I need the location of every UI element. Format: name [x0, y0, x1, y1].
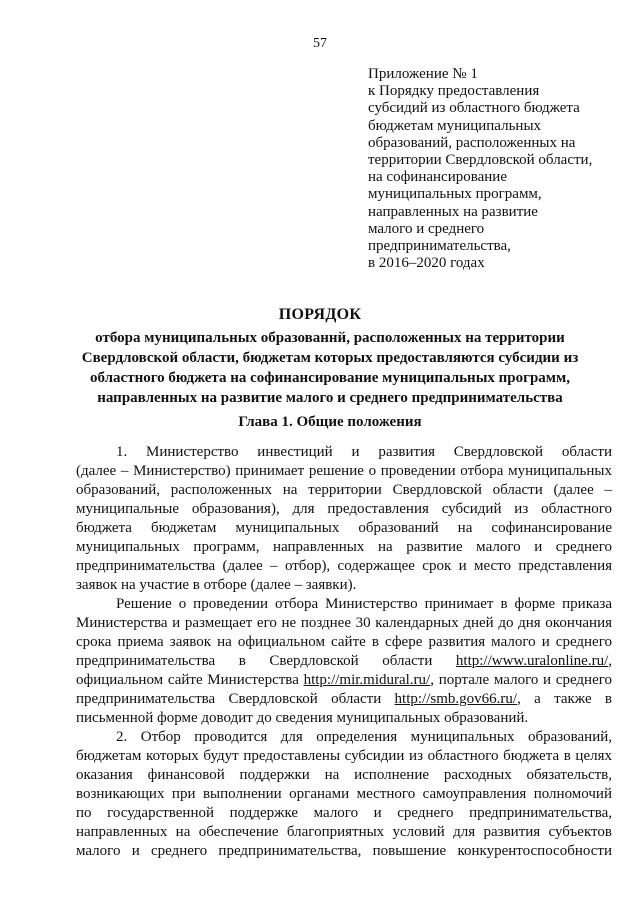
- appendix-line: территории Свердловской области,: [368, 152, 593, 169]
- appendix-header: [368, 66, 628, 272]
- document-body: [76, 443, 612, 861]
- paragraph-2-line: срока приема заявок на официальном сайте в сфере развития малого и среднего: [76, 634, 612, 650]
- mir-midural-link[interactable]: http://mir.midural.ru/: [303, 672, 431, 688]
- paragraph-3-line: возникающих при выполнении органами местного самоуправления полномочий: [76, 786, 612, 802]
- paragraph-3-line: оказания финансовой поддержки на исполнение расходных обязательств,: [76, 767, 612, 783]
- paragraph-3-line: по государственной поддержке малого и среднего предпринимательства,: [76, 805, 612, 821]
- appendix-line: в 2016–2020 годах: [368, 255, 485, 272]
- paragraph-2-line: Решение о проведении отбора Министерство принимает в форме приказа: [116, 596, 612, 612]
- uralonline-link[interactable]: http://www.uralonline.ru/: [455, 653, 609, 669]
- appendix-line: бюджетам муниципальных: [368, 117, 542, 134]
- appendix-line: к Порядку предоставления: [368, 83, 540, 100]
- paragraph-1-line: (далее – Министерство) принимает решение о проведении отбора муниципальных: [76, 463, 612, 479]
- paragraph-1-line: 1. Министерство инвестиций и развития Свердловской области: [116, 444, 612, 460]
- appendix-line: образований, расположенных на: [368, 134, 576, 151]
- paragraph-2-line: [76, 671, 612, 690]
- page-number: 57: [313, 36, 327, 51]
- paragraph-2-line: [76, 690, 612, 709]
- paragraph-1-line: образований, расположенных на территории Свердловской области (далее –: [76, 482, 612, 498]
- text-fragment: предпринимательства Свердловской области: [76, 691, 395, 707]
- document-title: ПОРЯДОК: [278, 306, 362, 323]
- paragraph-2-line: Министерства и размещает его не позднее 30 календарных дней до дня окончания: [76, 615, 612, 631]
- appendix-line: малого и среднего: [368, 220, 485, 237]
- appendix-line: субсидий из областного бюджета: [368, 100, 580, 117]
- paragraph-1-line: предпринимательства (далее – отбор), содержащее срок и место представления: [76, 558, 612, 574]
- appendix-line: муниципальных программ,: [368, 186, 542, 203]
- text-fragment: официальном сайте Министерства: [76, 672, 304, 688]
- paragraph-1-line: муниципальных программ, направленных на развитие малого и среднего: [76, 539, 612, 555]
- subtitle-line: Свердловской области, бюджетам которых предоставляются субсидии из: [81, 350, 579, 366]
- text-fragment: , портале малого и среднего: [430, 672, 612, 688]
- paragraph-1-line: муниципальные образования), для предоставления субсидий из областного: [76, 501, 612, 517]
- paragraph-3-line: направленных на обеспечение благоприятных условий для развития субъектов: [76, 824, 612, 840]
- subtitle-line: областного бюджета на софинансирование муниципальных программ,: [90, 370, 570, 386]
- appendix-line: Приложение № 1: [368, 66, 478, 82]
- paragraph-3-line: 2. Отбор проводится для определения муниципальных образований,: [116, 729, 612, 745]
- paragraph-3-line: бюджетам которых будут предоставлены субсидии из областного бюджета в целях: [76, 748, 612, 764]
- subtitle-line: отбора муниципальных образованнй, расположенных на территории: [95, 330, 565, 346]
- appendix-line: предпринимательства,: [368, 238, 511, 255]
- paragraph-2-line: [76, 652, 612, 671]
- text-fragment: предпринимательства в Свердловской области: [76, 653, 433, 669]
- paragraph-1-line: заявок на участие в отборе (далее – заявки).: [76, 577, 357, 593]
- paragraph-2-line: письменной форме доводит до сведения муниципальных образований.: [76, 710, 529, 726]
- document-subtitle: [60, 328, 600, 408]
- paragraph-3-line: малого и среднего предпринимательства, повышение конкурентоспособности: [76, 843, 612, 859]
- subtitle-line: направленных на развитие малого и среднего предпринимательства: [97, 390, 563, 406]
- appendix-line: направленных на развитие: [368, 203, 538, 220]
- appendix-line: на софинансирование: [368, 169, 507, 186]
- smb-gov66-link[interactable]: http://smb.gov66.ru/: [394, 691, 518, 707]
- text-fragment: ,: [608, 653, 612, 669]
- text-fragment: , а также в: [517, 691, 612, 707]
- chapter-title: Глава 1. Общие положения: [238, 414, 422, 430]
- paragraph-1-line: бюджета бюджетам муниципальных образований на софинансирование: [76, 520, 612, 536]
